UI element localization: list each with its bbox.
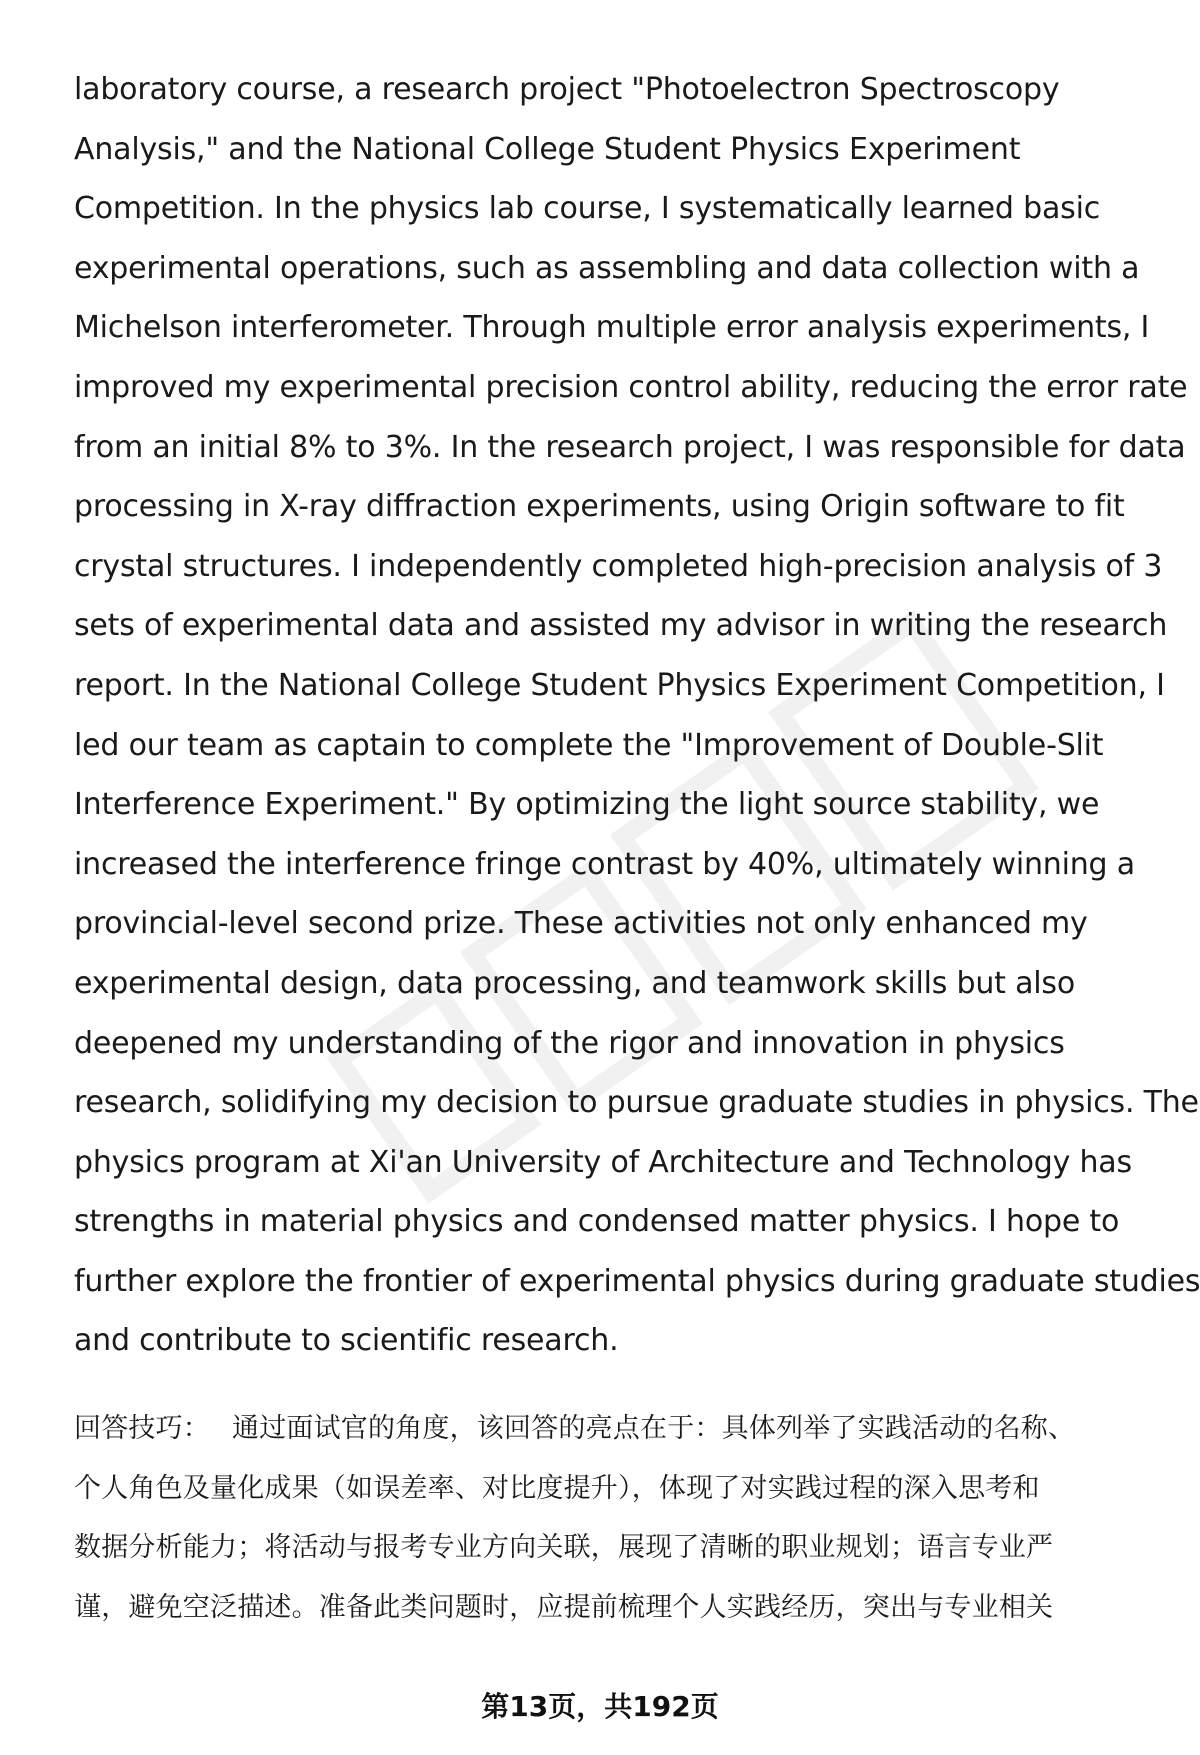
answer-text-line: from an initial 8% to 3%. In the research project, I was responsible for data: [74, 429, 1186, 465]
answer-text-line: Competition. In the physics lab course, I systematically learned basic: [74, 191, 1100, 227]
answer-text-line: increased the interference fringe contrast by 40%, ultimately winning a: [74, 846, 1135, 882]
answer-text-line: further explore the frontier of experimental physics during graduate studies: [74, 1263, 1200, 1299]
answer-text-line: improved my experimental precision control ability, reducing the error rate: [74, 369, 1188, 405]
answer-text-line: research, solidifying my decision to pursue graduate studies in physics. The: [74, 1085, 1199, 1121]
answer-text-line: experimental operations, such as assembling and data collection with a: [74, 250, 1140, 286]
answer-text-line: sets of experimental data and assisted my advisor in writing the research: [74, 608, 1168, 644]
answer-text-line: strengths in material physics and condensed matter physics. I hope to: [74, 1204, 1120, 1240]
tip-text-line: 个人角色及量化成果（如误差率、对比度提升），体现了对实践过程的深入思考和: [74, 1472, 1040, 1504]
page-content: [74, 60, 1200, 1637]
tip-first-text: 通过面试官的角度，该回答的亮点在于：具体列举了实践活动的名称、: [232, 1413, 1076, 1445]
tip-text-line: 谨，避免空泛描述。准备此类问题时，应提前梳理个人实践经历，突出与专业相关: [74, 1591, 1054, 1623]
answer-paragraph: [74, 60, 1200, 1371]
answer-text-line: provincial-level second prize. These activities not only enhanced my: [74, 906, 1088, 942]
answer-text-line: report. In the National College Student Physics Experiment Competition, I: [74, 667, 1165, 703]
answer-text-line: crystal structures. I independently completed high-precision analysis of 3: [74, 548, 1163, 584]
answer-text-line: Interference Experiment." By optimizing the light source stability, we: [74, 787, 1100, 823]
answer-text-line: processing in X-ray diffraction experiments, using Origin software to fit: [74, 489, 1125, 525]
answer-text-line: led our team as captain to complete the "Improvement of Double-Slit: [74, 727, 1104, 763]
answer-text-line: and contribute to scientific research.: [74, 1323, 619, 1359]
tip-lines: [74, 1459, 1154, 1638]
answer-text-line: laboratory course, a research project "Photoelectron Spectroscopy: [74, 72, 1060, 107]
answer-text-line: Analysis," and the National College Student Physics Experiment: [74, 131, 1021, 167]
answer-tip-block: [74, 1399, 1154, 1637]
tip-text-line: 数据分析能力；将活动与报考专业方向关联，展现了清晰的职业规划；语言专业严: [74, 1532, 1054, 1564]
answer-text-line: Michelson interferometer. Through multiple error analysis experiments, I: [74, 310, 1150, 346]
tip-first-line: [74, 1399, 1154, 1459]
answer-text-line: experimental design, data processing, and teamwork skills but also: [74, 965, 1075, 1001]
page-number-footer: 第13页，共192页: [481, 1690, 719, 1723]
tip-label: 回答技巧：: [74, 1413, 210, 1445]
answer-text-line: deepened my understanding of the rigor and innovation in physics: [74, 1025, 1065, 1061]
answer-text-line: physics program at Xi'an University of Architecture and Technology has: [74, 1144, 1132, 1180]
